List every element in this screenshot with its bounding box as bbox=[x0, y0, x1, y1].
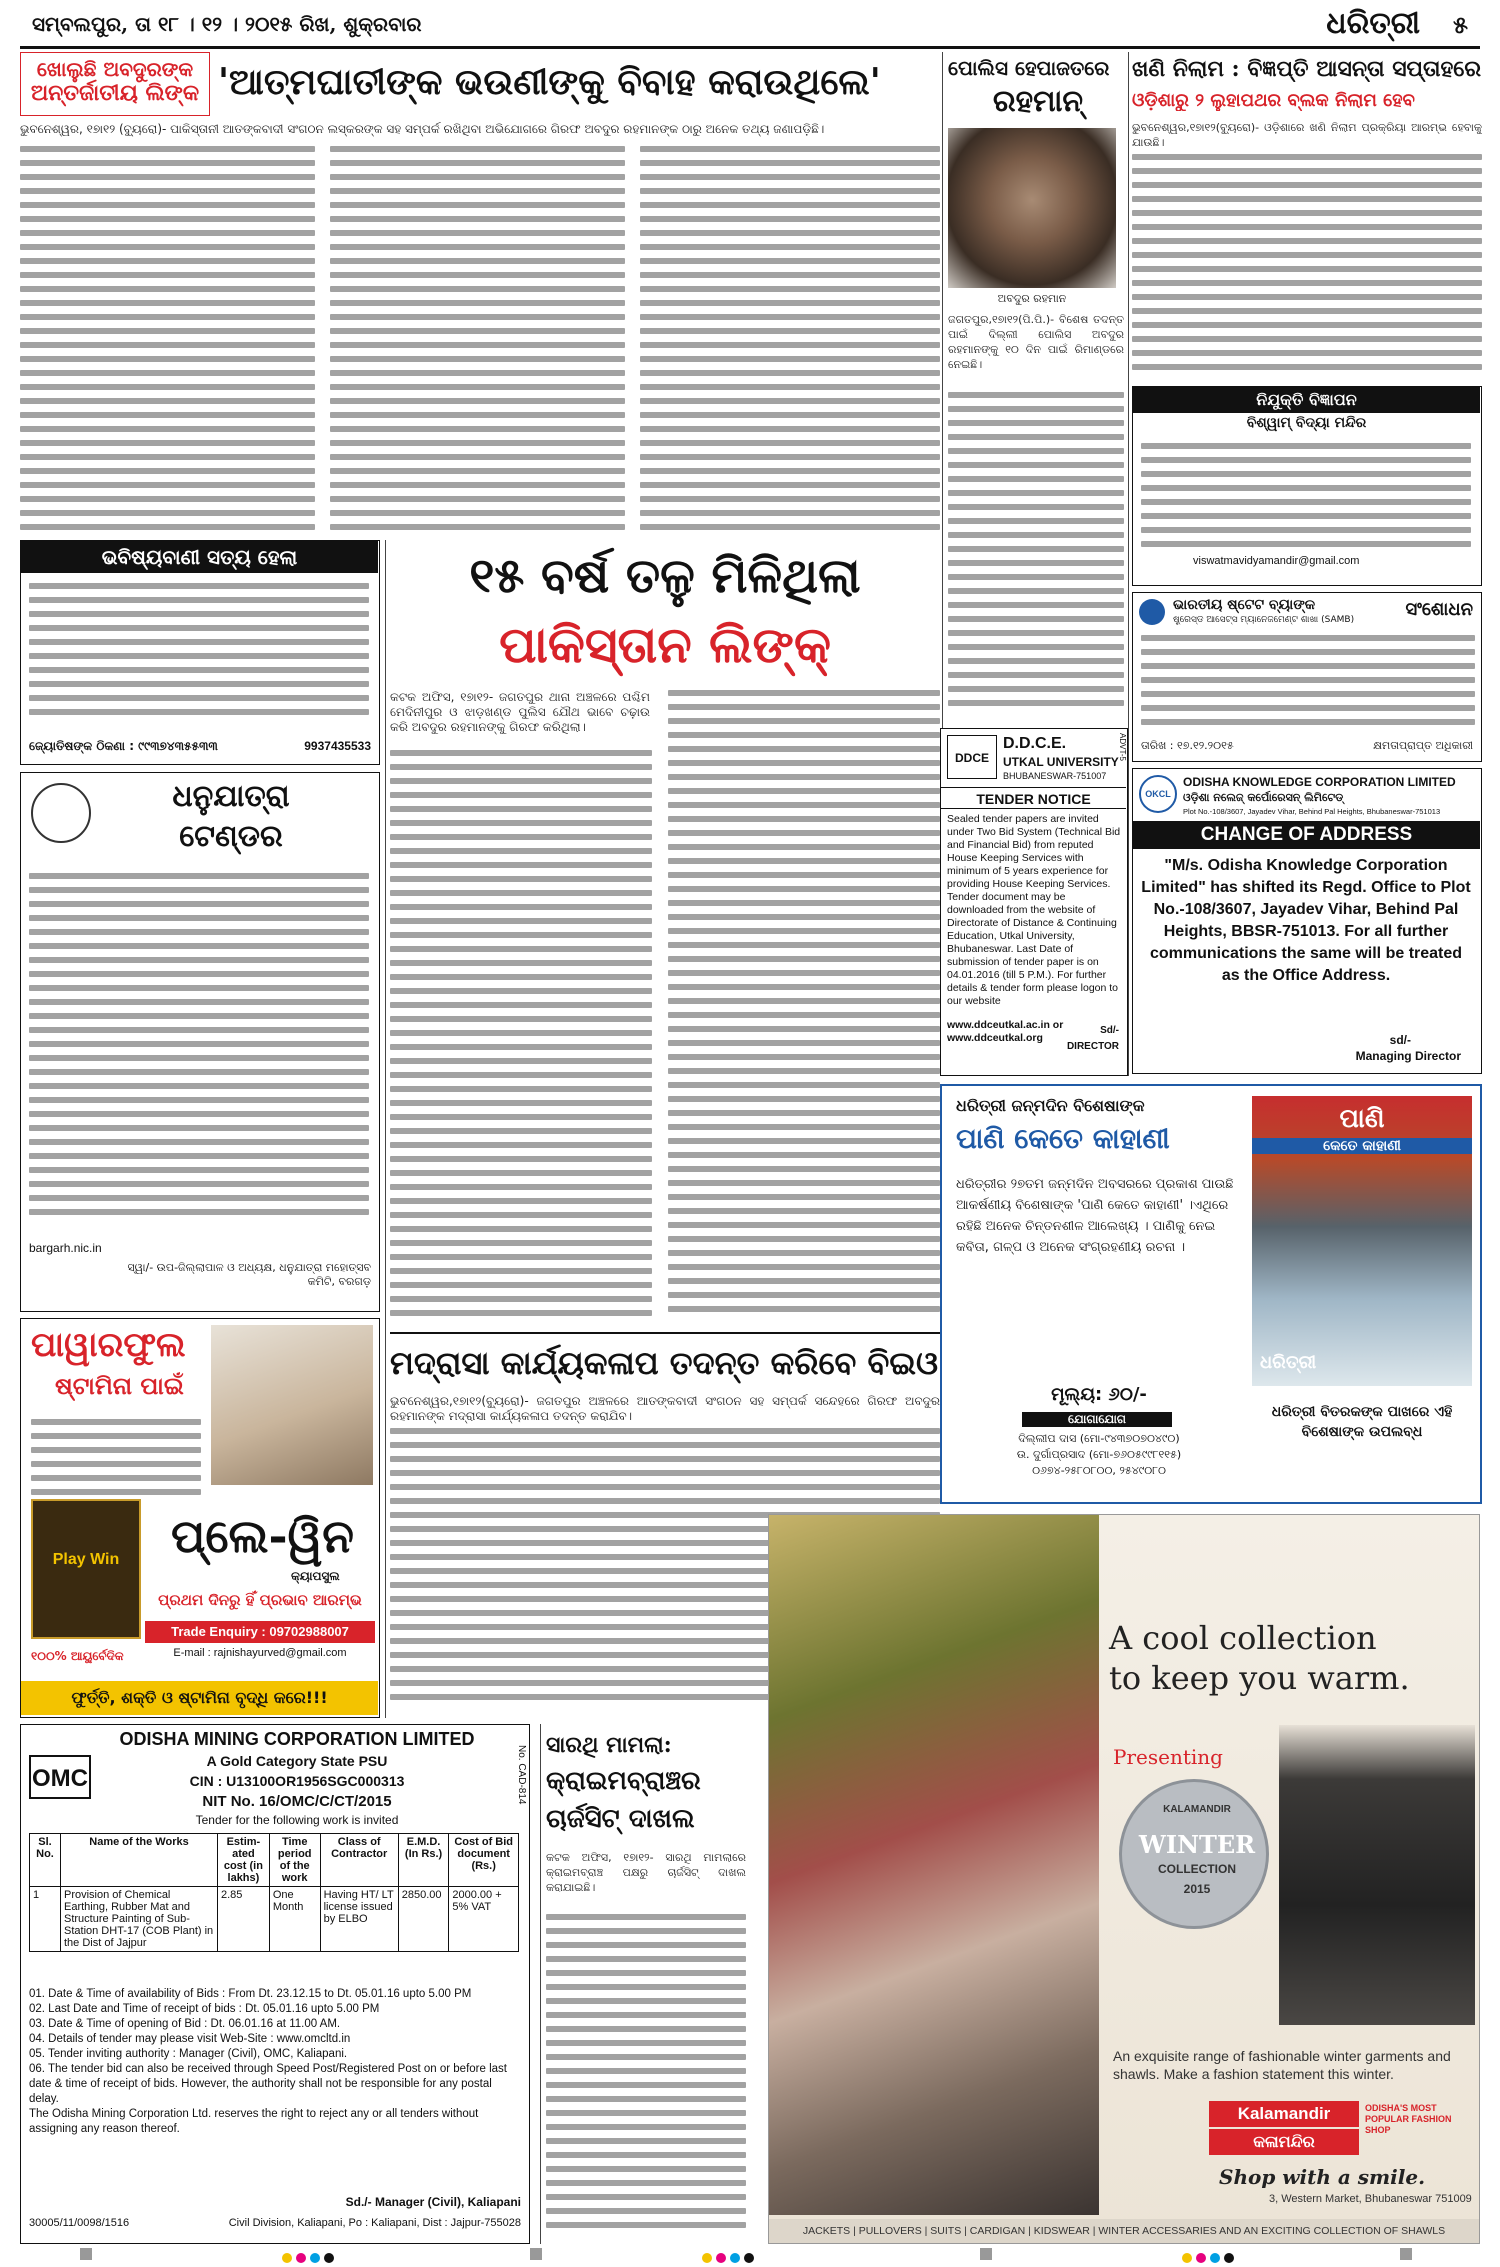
omc-title: ODISHA MINING CORPORATION LIMITED bbox=[119, 1729, 475, 1749]
sarathi-kicker: ସାରଥି ମାମଲା: bbox=[546, 1732, 672, 1758]
special-note: ଧରିତ୍ରୀ ବିତରକଙ୍କ ପାଖରେ ଏହି ବିଶେଷାଙ୍କ ଉପଲବ୍ଧ bbox=[1271, 1404, 1453, 1440]
niyukti-title: ନିଯୁକ୍ତି ବିଜ୍ଞାପନ bbox=[1133, 387, 1480, 413]
table-header: Name of the Works bbox=[61, 1834, 218, 1887]
ddce-logo: DDCE bbox=[947, 735, 997, 779]
story2-body bbox=[948, 312, 1124, 732]
ddce-website[interactable]: www.ddceutkal.ac.in or www.ddceutkal.org bbox=[947, 1019, 1064, 1044]
playwin-box bbox=[31, 1499, 141, 1639]
story1-headline3: ପାକିସ୍ତାନ ଲିଙ୍କ୍ bbox=[499, 615, 831, 674]
seal-mid2: COLLECTION bbox=[1158, 1862, 1236, 1876]
okcl-logo: OKCL bbox=[1139, 775, 1177, 813]
sbi-title: ଭାରତୀୟ ଷ୍ଟେଟ ବ୍ୟାଙ୍କ bbox=[1173, 597, 1316, 613]
omc-logo: OMC bbox=[29, 1755, 91, 1799]
omc-note: 01. Date & Time of availability of Bids : From Dt. 23.12.15 to Dt. 05.01.16 upto 5.00 PM bbox=[29, 1988, 472, 2000]
sbi-logo-icon bbox=[1139, 599, 1165, 625]
table-cell: 2000.00 + 5% VAT bbox=[449, 1887, 519, 1952]
table-cell: 2.85 bbox=[218, 1887, 270, 1952]
story3-lead: ଭୁବନେଶ୍ୱର,୧୭ା୧୨(ବ୍ୟୁରୋ)- ଓଡ଼ିଶାରେ ଖଣି ନିଲାମ ପ୍ରକ୍ରିୟା ଆରମ୍ଭ ହେବାକୁ ଯାଉଛି। bbox=[1132, 121, 1482, 149]
story2-headline: ରହମାନ୍ bbox=[992, 84, 1084, 119]
special-cover bbox=[1252, 1096, 1472, 1386]
special-issue bbox=[940, 1084, 1482, 1504]
kalamandir-presenting: Presenting bbox=[1113, 1745, 1223, 1769]
dhanuyatra-tender bbox=[20, 772, 380, 1312]
playwin-box-label: Play Win bbox=[52, 1551, 120, 1568]
table-cell: One Month bbox=[269, 1887, 320, 1952]
omc-nit: NIT No. 16/OMC/C/CT/2015 bbox=[202, 1793, 392, 1810]
omc-address: Civil Division, Kaliapani, Po : Kaliapani, Dist : Jajpur-755028 bbox=[228, 2217, 521, 2229]
playwin-title: ପାୱାରଫୁଲ bbox=[31, 1325, 186, 1365]
story2-kicker: ପୋଲିସ ହେପାଜତରେ bbox=[948, 56, 1110, 80]
ddce-address: BHUBANESWAR-751007 bbox=[1003, 771, 1107, 781]
ddce-sign: Sd/- bbox=[1100, 1025, 1119, 1036]
special-contact3: ୦୬୭୪-୨୫୮୦୮୦୦, ୨୫୪୯୦୮୦ bbox=[1032, 1464, 1166, 1477]
page-number: ୫ bbox=[1453, 10, 1468, 39]
dhanuyatra-website[interactable]: bargarh.nic.in bbox=[29, 1241, 102, 1255]
playwin-brand: ପ୍ଲେ-ୱିନ bbox=[171, 1509, 354, 1563]
playwin-email[interactable]: E-mail : rajnishayurved@gmail.com bbox=[173, 1647, 347, 1659]
playwin-bottom: ଫୁର୍ତ୍ତି, ଶକ୍ତି ଓ ଷ୍ଟାମିନା ବୃଦ୍ଧି କରେ!!! bbox=[21, 1681, 378, 1715]
omc-invite: Tender for the following work is invited bbox=[195, 1813, 399, 1827]
omc-note: 03. Date & Time of opening of Bid : Dt. 06.01.16 at 11.00 AM. bbox=[29, 2018, 341, 2030]
table-row bbox=[30, 1887, 519, 1952]
sarathi-body bbox=[546, 1850, 746, 2240]
special-contact2: ଉ. ଦୁର୍ଗାପ୍ରସାଦ (ମୋ-୭୬୦୫୯୯୮୧୧୫) bbox=[1016, 1448, 1182, 1461]
table-header: Sl. No. bbox=[30, 1834, 61, 1887]
masthead bbox=[20, 6, 1480, 46]
omc-notes bbox=[29, 1987, 523, 2137]
okcl-banner: CHANGE OF ADDRESS bbox=[1133, 821, 1480, 849]
cover-sub: କେତେ କାହାଣୀ bbox=[1252, 1138, 1472, 1154]
astrology-ad bbox=[20, 540, 380, 765]
story1-lead: ଭୁବନେଶ୍ୱର, ୧୭ା୧୨ (ବ୍ୟୁରୋ)- ପାକିସ୍ତାନୀ ଆତଙ୍କବାଦୀ ସଂଗଠନ ଲସ୍କରଙ୍କ ସହ ସମ୍ପର୍କ ରଖିଥିବା ଅଭିଯୋଗରେ ଗିରଫ ଅବଦୁର ରହମାନଙ୍କ ଠାରୁ ଅନେକ ତଥ୍ୟ ଜଣାପଡ଼ିଛି। bbox=[20, 122, 825, 136]
seal-year: 2015 bbox=[1183, 1882, 1211, 1896]
okcl-notice bbox=[1132, 768, 1482, 1074]
dateline: ସମ୍ବଲପୁର, ତା ୧୮ । ୧୨ । ୨୦୧୫ ରିଖ, ଶୁକ୍ରବାର bbox=[32, 12, 422, 36]
ddce-notice-title: TENDER NOTICE bbox=[941, 787, 1126, 809]
okcl-body: "M/s. Odisha Knowledge Corporation Limited" has shifted its Regd. Office to Plot No.-108/3607, Jayadev Vihar, Behind Pal Heights, BBSR-751013. For all further communications the same will be treated as the Office Address. bbox=[1141, 857, 1471, 984]
govt-emblem-icon bbox=[31, 783, 91, 843]
okcl-name: ODISHA KNOWLEDGE CORPORATION LIMITED bbox=[1183, 775, 1456, 789]
playwin-ad bbox=[20, 1318, 380, 1718]
playwin-brand-sub: କ୍ୟାପସୁଲ bbox=[291, 1569, 340, 1583]
man-photo bbox=[1279, 1725, 1475, 2025]
table-header: E.M.D. (In Rs.) bbox=[398, 1834, 449, 1887]
okcl-name-or: ଓଡ଼ିଶା ନଲେଜ୍ କର୍ପୋରେସନ୍ ଲିମିଟେଡ୍ bbox=[1183, 791, 1344, 804]
kalamandir-logo-or: କଳାମନ୍ଦିର bbox=[1209, 2129, 1359, 2155]
dhanuyatra-title2: ଟେଣ୍ଡର bbox=[179, 819, 283, 854]
table-header: Class of Contractor bbox=[320, 1834, 398, 1887]
sbi-subtitle: ଷ୍ଟ୍ରେସ୍ଡ ଆସେଟ୍ସ ମ୍ୟାନେଜମେଣ୍ଟ ଶାଖା (SAMB) bbox=[1173, 615, 1355, 625]
rahman-caption: ଅବଦୁର ରହମାନ bbox=[997, 292, 1067, 305]
table-cell: Having HT/ LT license issued by ELBO bbox=[320, 1887, 398, 1952]
omc-cin: CIN : U13100OR1956SGC000313 bbox=[189, 1773, 405, 1789]
okcl-sign: sd/- bbox=[1389, 1033, 1411, 1047]
omc-note: The Odisha Mining Corporation Ltd. reserves the right to reject any or all tenders without assigning any reason thereof. bbox=[29, 2108, 479, 2135]
astrology-footer: ଜ୍ୟୋତିଷଙ୍କ ଠିକଣା : ୯୯୩୭୪୩୫୫୩୩ bbox=[29, 739, 218, 753]
kalamandir-tagline2: to keep you warm. bbox=[1109, 1659, 1410, 1697]
kalamandir-desc: An exquisite range of fashionable winter garments and shawls. Make a fashion statement this winter. bbox=[1113, 2048, 1451, 2082]
special-heading: ଧରିତ୍ରୀ ଜନ୍ମଦିନ ବିଶେଷାଙ୍କ bbox=[956, 1096, 1145, 1115]
sarathi-headline1: କ୍ରାଇମବ୍ରାଞ୍ଚର bbox=[546, 1766, 701, 1796]
woman-photo bbox=[769, 1515, 1099, 2215]
story1-continued bbox=[390, 690, 940, 1330]
okcl-signer: Managing Director bbox=[1355, 1049, 1461, 1063]
sbi-footer: ତାରିଖ : ୧୭.୧୨.୨୦୧୫ bbox=[1141, 739, 1234, 752]
story1-kicker1: ଖୋଲୁଛି ଅବଦୁରଙ୍କ bbox=[36, 57, 194, 81]
niyukti-org: ବିଶ୍ୱାମ୍ ବିଦ୍ୟା ମନ୍ଦିର bbox=[1246, 415, 1367, 431]
ddce-title: D.D.C.E. bbox=[1003, 735, 1067, 752]
table-cell: 2850.00 bbox=[398, 1887, 449, 1952]
seal-top: KALAMANDIR bbox=[1163, 1804, 1231, 1815]
kalamandir-badge: ODISHA'S MOST POPULAR FASHION SHOP bbox=[1365, 2103, 1452, 2135]
couple-photo bbox=[211, 1325, 373, 1485]
kalamandir-tagline1: A cool collection bbox=[1109, 1619, 1377, 1657]
omc-code: 30005/11/0098/1516 bbox=[29, 2217, 130, 2229]
ddce-tender bbox=[940, 728, 1128, 1076]
rahman-photo bbox=[948, 128, 1116, 288]
special-contact1: ଦିଲ୍ଲୀପ ଦାସ (ମୋ-୯୪୩୭୦୭୦୪୯୦) bbox=[1018, 1432, 1180, 1445]
story1-headline2: ୧୫ ବର୍ଷ ତଳୁ ମିଳିଥିଲା bbox=[469, 548, 861, 604]
niyukti-email[interactable]: viswatmavidyamandir@gmail.com bbox=[1193, 555, 1360, 567]
astrology-phone: 9937435533 bbox=[304, 739, 371, 753]
kalamandir-address: 3, Western Market, Bhubaneswar 751009 bbox=[1269, 2193, 1472, 2205]
omc-side-code: No. CAD-814 bbox=[516, 1745, 527, 1805]
special-title: ପାଣି କେତେ କାହାଣୀ bbox=[956, 1122, 1170, 1155]
okcl-address: Plot No.-108/3607, Jayadev Vihar, Behind Pal Heights, Bhubaneswar-751013 bbox=[1183, 807, 1441, 816]
story1-kicker bbox=[20, 52, 210, 116]
story1-kicker2: ଅନ୍ତର୍ଜାତୀୟ ଲିଙ୍କ bbox=[30, 81, 200, 106]
table-header: Cost of Bid document (Rs.) bbox=[449, 1834, 519, 1887]
seal-mid: WINTER bbox=[1138, 1830, 1256, 1859]
niyukti-ad bbox=[1132, 386, 1482, 586]
madrasa-headline: ମଦ୍ରାସା କାର୍ଯ୍ୟକଳାପ ତଦନ୍ତ କରିବେ ବିଇଓ bbox=[390, 1344, 939, 1382]
special-contact-label: ଯୋଗାଯୋଗ bbox=[1022, 1412, 1172, 1427]
ddce-signer: DIRECTOR bbox=[1066, 1041, 1119, 1052]
story3-body bbox=[1132, 120, 1482, 382]
table-header-row bbox=[30, 1834, 519, 1887]
table-cell: 1 bbox=[30, 1887, 61, 1952]
omc-note: 04. Details of tender may please visit Web-Site : www.omcltd.in bbox=[29, 2033, 351, 2045]
omc-note: 06. The tender bid can also be received through Speed Post/Registered Post on or before last date & time of receipt of bids. However, the authority shall not be responsible for any postal delay. bbox=[29, 2063, 507, 2105]
table-header: Estim-ated cost (in lakhs) bbox=[218, 1834, 270, 1887]
story2-lead: ଜଗତପୁର,୧୭ା୧୨(ପି.ପି.)- ବିଶେଷ ତଦନ୍ତ ପାଇଁ ଦିଲ୍ଲୀ ପୋଲିସ ଅବଦୁର ରହମାନଙ୍କୁ ୧୦ ଦିନ ପାଇଁ ରିମାଣ୍ଡରେ ନେଇଛି। bbox=[948, 313, 1124, 371]
kalamandir-logo-en: Kalamandir bbox=[1209, 2101, 1359, 2127]
playwin-tagline: ପ୍ରଥମ ଦିନରୁ ହିଁ ପ୍ରଭାବ ଆରମ୍ଭ bbox=[158, 1591, 362, 1609]
table-cell: Provision of Chemical Earthing, Rubber Mat and Structure Painting of Sub-Station DHT-17 (COB Plant) in the Dist of Jajpur bbox=[61, 1887, 218, 1952]
dhanuyatra-sign: ସ୍ୱା/- ଉପ-ଜିଲ୍ଲାପାଳ ଓ ଅଧ୍ୟକ୍ଷ, ଧନୁଯାତ୍ରା ମହୋତ୍ସବ କମିଟି, ବରଗଡ଼ bbox=[127, 1261, 371, 1288]
playwin-ayur: ୧୦୦% ଆୟୁର୍ବେଦିକ bbox=[31, 1649, 124, 1663]
sbi-tag: ସଂଶୋଧନ bbox=[1405, 599, 1473, 620]
omc-note: 02. Last Date and Time of receipt of bids : Dt. 05.01.16 upto 5.00 PM bbox=[29, 2003, 380, 2015]
madrasa-lead: ଭୁବନେଶ୍ୱର,୧୭ା୧୨(ବ୍ୟୁରୋ)- ଜଗତପୁର ଅଞ୍ଚଳରେ ଆତଙ୍କବାଦୀ ସଂଗଠନ ସହ ସମ୍ପର୍କ ସନ୍ଦେହରେ ଗିରଫ ଅବଦୁର ରହମାନଙ୍କ ମଦ୍ରାସା କାର୍ଯ୍ୟକଳାପ ତଦନ୍ତ କରାଯିବ। bbox=[390, 1394, 940, 1423]
paper-name: ଧରିତ୍ରୀ bbox=[1326, 6, 1420, 41]
ddce-body: Sealed tender papers are invited under Two Bid System (Technical Bid and Financial Bid) from reputed House Keeping Services with minimum of 5 years experience for providing House Keeping Services. Tender document may be downloaded from the website of Directorate of Distance & Continuing Education, Utkal University, Bhubaneswar. Last Date of submission of tender paper is on 04.01.2016 (till 5 P.M.). For further details & tender form please logon to our website bbox=[947, 813, 1121, 1007]
playwin-trade[interactable]: Trade Enquiry : 09702988007 bbox=[145, 1621, 375, 1643]
omc-tender bbox=[20, 1724, 530, 2244]
story1-body bbox=[20, 122, 940, 542]
sarathi-lead: କଟକ ଅଫିସ, ୧୭ା୧୨- ସାରଥି ମାମଲାରେ କ୍ରାଇମବ୍ରାଞ୍ଚ ପକ୍ଷରୁ ଚାର୍ଜସିଟ୍ ଦାଖଲ କରାଯାଇଛି। bbox=[546, 1851, 746, 1894]
playwin-subtitle: ଷ୍ଟାମିନା ପାଇଁ bbox=[55, 1371, 184, 1400]
ddce-side-label: ADVT-5 bbox=[1118, 733, 1127, 762]
table-header: Time period of the work bbox=[269, 1834, 320, 1887]
dhanuyatra-title1: ଧନୁଯାତ୍ରା bbox=[172, 779, 290, 814]
sbi-notice bbox=[1132, 592, 1482, 762]
story3-subhead: ଓଡ଼ିଶାରୁ ୨ ଲୁହାପଥର ବ୍ଲକ ନିଲାମ ହେବ bbox=[1132, 90, 1415, 111]
kalamandir-strip: JACKETS | PULLOVERS | SUITS | CARDIGAN | KIDSWEAR | WINTER ACCESSARIES AND AN EXCITING COLLECTION OF SHAWLS bbox=[769, 2219, 1479, 2243]
omc-table bbox=[29, 1833, 519, 1952]
cover-title: ପାଣି bbox=[1339, 1104, 1385, 1134]
cover-brand: ଧରିତ୍ରୀ bbox=[1260, 1352, 1317, 1373]
kalamandir-ad bbox=[768, 1514, 1480, 2244]
sbi-footer2: କ୍ଷମତାପ୍ରାପ୍ତ ଅଧିକାରୀ bbox=[1373, 739, 1473, 752]
omc-subtitle: A Gold Category State PSU bbox=[206, 1753, 388, 1769]
story1-headline: 'ଆତ୍ମଘାତୀଙ୍କ ଭଉଣୀଙ୍କୁ ବିବାହ କରାଉଥିଲେ' bbox=[218, 61, 881, 103]
omc-note: 05. Tender inviting authority : Manager (Civil), OMC, Kaliapani. bbox=[29, 2048, 348, 2060]
special-price: ମୂଲ୍ୟ: ୬୦/- bbox=[1051, 1384, 1147, 1405]
astrology-title: ଭବିଷ୍ୟବାଣୀ ସତ୍ୟ ହେଲା bbox=[21, 541, 378, 573]
omc-sign: Sd./- Manager (Civil), Kaliapani bbox=[345, 2195, 521, 2209]
winter-seal bbox=[1119, 1779, 1269, 1929]
sarathi-headline2: ଚାର୍ଜସିଟ୍ ଦାଖଲ bbox=[546, 1804, 695, 1834]
kalamandir-shop: Shop with a smile. bbox=[1219, 2165, 1426, 2189]
story3-headline: ଖଣି ନିଲାମ : ବିଜ୍ଞପ୍ତି ଆସନ୍ତା ସପ୍ତାହରେ bbox=[1132, 56, 1482, 82]
registration-marks bbox=[0, 2246, 1500, 2264]
ddce-subtitle: UTKAL UNIVERSITY bbox=[1003, 755, 1119, 769]
special-body: ଧରିତ୍ରୀର ୨୭ତମ ଜନ୍ମଦିନ ଅବସରରେ ପ୍ରକାଶ ପାଉଛି ଆକର୍ଷଣୀୟ ବିଶେଷାଙ୍କ 'ପାଣି କେତେ କାହାଣୀ' ।ଏଥିରେ ରହିଛି ଅନେକ ଚିନ୍ତନଶୀଳ ଆଲେଖ୍ୟ । ପାଣିକୁ ନେଇ କବିତା, ଗଳ୍ପ ଓ ଅନେକ ସଂଗ୍ରହଣୀୟ ରଚନା । bbox=[956, 1177, 1234, 1255]
story1-lead2: କଟକ ଅଫିସ, ୧୭ା୧୨- ଜଗତପୁର ଥାନା ଅଞ୍ଚଳରେ ପଶ୍ଚିମ ମେଦିନୀପୁର ଓ ଝାଡ଼ଖଣ୍ଡ ପୁଲିସ ଯୌଥ ଭାବେ ଚଢ଼ାଉ କରି ଅବଦୁର ରହମାନଙ୍କୁ ଗିରଫ କରିଥିଲା। bbox=[390, 690, 650, 734]
